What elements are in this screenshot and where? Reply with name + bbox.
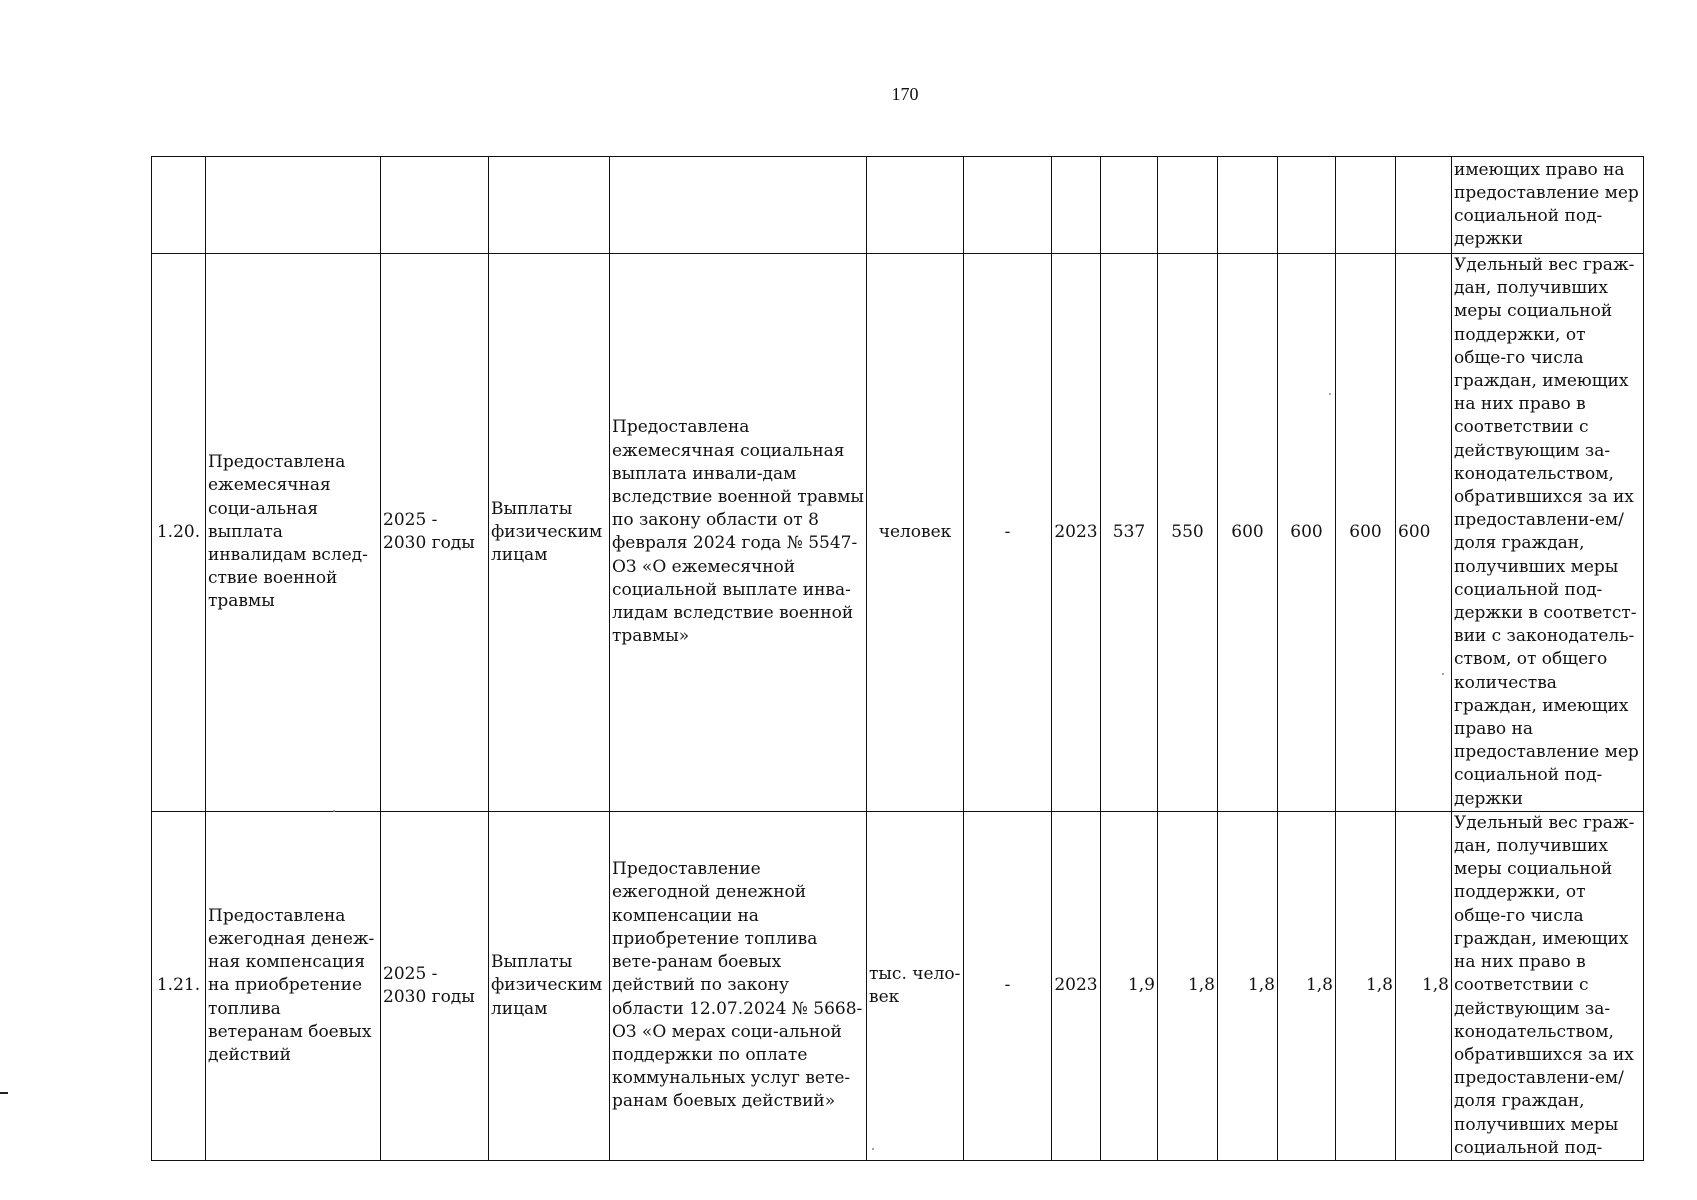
value-cell-3 — [1218, 157, 1278, 254]
indicator-cell: Удельный вес граж-дан, получивших меры социальной поддержки, от обще-го числа граждан, имеющих на них право в соответствии с действующим за-конодательством, обратившихся за их предоставлени-ем/доля граждан, получивших меры социальной под-держки в соответст-вии с законодатель-ством, от общего количества граждан, имеющих право на предоставление мер социальной под-держки — [1452, 254, 1644, 812]
unit-cell — [867, 157, 964, 254]
unit-cell: тыс. чело-век — [867, 811, 964, 1160]
program-measures-table — [151, 156, 1644, 1161]
value-cell-6: 600 — [1396, 254, 1452, 812]
base-value-cell: - — [964, 811, 1052, 1160]
scan-speck — [872, 1148, 874, 1150]
indicator-cell: Удельный вес граж-дан, получивших меры социальной поддержки, от обще-го числа граждан, имеющих на них право в соответствии с действующим за-конодательством, обратившихся за их предоставлени-ем/доля граждан, получивших меры социальной под- — [1452, 811, 1644, 1160]
value-cell-5: 1,8 — [1336, 811, 1396, 1160]
value-cell-2: 1,8 — [1158, 811, 1218, 1160]
table-row-continuation — [152, 157, 1644, 254]
table-row-1-21 — [152, 811, 1644, 1160]
type-cell — [489, 157, 610, 254]
measure-name-cell: Предоставлена ежемесячная соци-альная выплата инвалидам вслед-ствие военной травмы — [206, 254, 381, 812]
row-number-cell — [152, 157, 206, 254]
value-cell-3: 1,8 — [1218, 811, 1278, 1160]
value-cell-6 — [1396, 157, 1452, 254]
value-cell-2: 550 — [1158, 254, 1218, 812]
unit-cell: человек — [867, 254, 964, 812]
description-cell: Предоставление ежегодной денежной компенсации на приобретение топлива вете-ранам боевых действий по закону области 12.07.2024 № 5668-ОЗ «О мерах соци-альной поддержки по оплате коммунальных услуг вете-ранам боевых действий» — [610, 811, 867, 1160]
description-cell: Предоставлена ежемесячная социальная выплата инвали-дам вследствие военной травмы по закону области от 8 февраля 2024 года № 5547-ОЗ «О ежемесячной социальной выплате инва-лидам вследствие военной травмы» — [610, 254, 867, 812]
base-year-cell — [1052, 157, 1101, 254]
description-cell — [610, 157, 867, 254]
base-value-cell — [964, 157, 1052, 254]
base-year-cell: 2023 — [1052, 811, 1101, 1160]
value-cell-2 — [1158, 157, 1218, 254]
base-year-cell: 2023 — [1052, 254, 1101, 812]
page-number: 170 — [891, 84, 919, 104]
value-cell-4: 1,8 — [1278, 811, 1336, 1160]
row-number-cell: 1.20. — [152, 254, 206, 812]
value-cell-4: 600 — [1278, 254, 1336, 812]
value-cell-1: 1,9 — [1101, 811, 1158, 1160]
measure-name-cell — [206, 157, 381, 254]
type-cell: Выплаты физическим лицам — [489, 811, 610, 1160]
value-cell-1 — [1101, 157, 1158, 254]
value-cell-5 — [1336, 157, 1396, 254]
period-cell — [381, 157, 489, 254]
value-cell-5: 600 — [1336, 254, 1396, 812]
scan-speck — [1442, 673, 1444, 675]
type-cell: Выплаты физическим лицам — [489, 254, 610, 812]
indicator-cell: имеющих право на предоставление мер социальной под-держки — [1452, 157, 1644, 254]
period-cell: 2025 - 2030 годы — [381, 254, 489, 812]
value-cell-1: 537 — [1101, 254, 1158, 812]
value-cell-6: 1,8 — [1396, 811, 1452, 1160]
value-cell-3: 600 — [1218, 254, 1278, 812]
base-value-cell: - — [964, 254, 1052, 812]
period-cell: 2025 - 2030 годы — [381, 811, 489, 1160]
table-row-1-20 — [152, 254, 1644, 812]
value-cell-4 — [1278, 157, 1336, 254]
scan-speck — [1329, 393, 1331, 395]
measure-name-cell: Предоставлена ежегодная денеж-ная компенсация на приобретение топлива ветеранам боевых действий — [206, 811, 381, 1160]
row-number-cell: 1.21. — [152, 811, 206, 1160]
scan-speck — [333, 810, 335, 812]
scan-edge-mark — [0, 1092, 8, 1094]
